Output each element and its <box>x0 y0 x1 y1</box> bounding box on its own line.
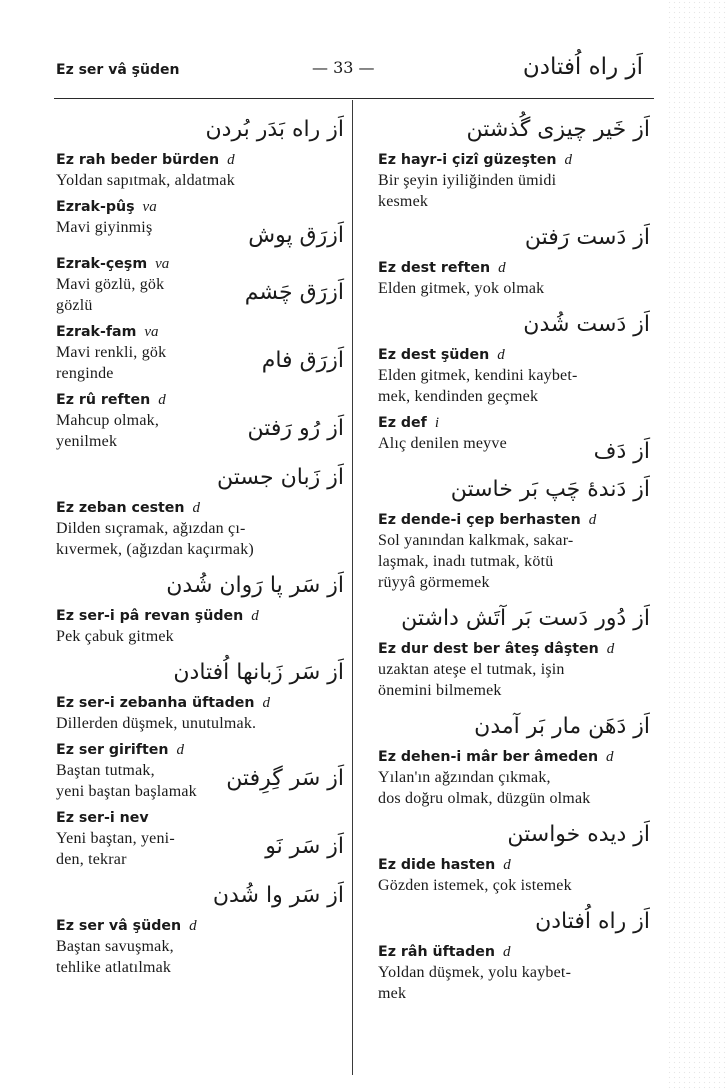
entry-meaning: Yılan'ın ağzından çıkmak, dos doğru olmak, düzgün olmak <box>378 769 591 807</box>
headword-text: Ezrak-pûş <box>56 199 135 215</box>
dictionary-entry <box>56 458 344 560</box>
entry-headword <box>378 510 650 530</box>
dictionary-entry <box>378 902 650 1004</box>
dictionary-entry <box>56 322 344 384</box>
entry-body <box>378 433 650 464</box>
entry-headword <box>56 150 344 170</box>
entry-headword <box>56 197 344 217</box>
part-of-speech: d <box>588 512 597 528</box>
headword-text: Ez dest reften <box>378 260 491 276</box>
part-of-speech: va <box>142 199 157 215</box>
entry-text <box>56 342 224 384</box>
entry-headword <box>378 747 650 767</box>
entry-headword <box>378 150 650 170</box>
entry-text <box>56 274 224 316</box>
entry-arabic: اَز دیده خواستن <box>507 822 650 847</box>
part-of-speech: d <box>158 392 166 408</box>
entry-text <box>378 433 530 454</box>
entry-arabic: اَز زَبان جستن <box>217 465 344 490</box>
entry-meaning: Mavi gözlü, gök gözlü <box>56 276 165 314</box>
entry-meaning: Baştan tutmak, yeni baştan başlamak <box>56 762 197 800</box>
part-of-speech: d <box>498 260 506 276</box>
entry-meaning: Pek çabuk gitmek <box>56 628 174 645</box>
dictionary-entry <box>56 566 344 647</box>
headword-text: Ezrak-fam <box>56 324 137 340</box>
dictionary-entry <box>378 305 650 407</box>
entry-headword <box>56 390 344 410</box>
entry-headword <box>378 258 650 278</box>
paper-texture <box>667 0 727 1092</box>
page-header <box>0 54 727 88</box>
entry-arabic: اَزرَق فام <box>261 348 344 373</box>
dictionary-entry <box>378 218 650 299</box>
part-of-speech: d <box>497 347 505 363</box>
dictionary-entry <box>378 470 650 593</box>
headword-text: Ez dest şüden <box>378 347 490 363</box>
entry-headword <box>378 855 650 875</box>
entry-meaning: Yoldan düşmek, yolu kaybet- mek <box>378 964 572 1002</box>
entry-text <box>56 760 224 802</box>
entry-arabic: اَز دَهَن مار بَر آمدن <box>474 714 650 739</box>
entry-meaning: Bir şeyin iyiliğinden ümidi kesmek <box>378 172 557 210</box>
headword-text: Ez hayr-i çizî güzeşten <box>378 152 557 168</box>
entry-body <box>56 274 344 316</box>
entry-headword <box>56 254 344 274</box>
headword-text: Ez ser-i pâ revan şüden <box>56 608 244 624</box>
dictionary-entry <box>378 599 650 701</box>
entry-headword <box>56 498 344 518</box>
header-left-guideword: Ez ser vâ şüden <box>56 62 180 78</box>
entry-meaning: Yoldan sapıtmak, aldatmak <box>56 172 235 189</box>
entry-headword <box>56 606 344 626</box>
entry-arabic: اَز سَر گِرِفتن <box>226 766 344 791</box>
entry-headword <box>56 693 344 713</box>
part-of-speech: d <box>176 742 184 758</box>
entry-body <box>56 217 344 248</box>
dictionary-entry <box>378 110 650 212</box>
dictionary-entry <box>378 413 650 464</box>
entry-text <box>56 217 224 238</box>
headword-text: Ez rû reften <box>56 392 151 408</box>
dictionary-entry <box>56 876 344 978</box>
entry-meaning: Sol yanından kalkmak, sakar- laşmak, inadı tutmak, kötü rüyyâ görmemek <box>378 532 574 591</box>
dictionary-entry <box>56 197 344 248</box>
header-right-guideword: اَز راه اُفتادن <box>522 54 643 80</box>
headword-text: Ezrak-çeşm <box>56 256 148 272</box>
entry-meaning: Baştan savuşmak, tehlike atlatılmak <box>56 938 174 976</box>
headword-text: Ez dende-i çep berhasten <box>378 512 581 528</box>
headword-text: Ez dide hasten <box>378 857 496 873</box>
entry-arabic: اَز دَف <box>593 439 650 464</box>
entry-meaning: Elden gitmek, kendini kaybet- mek, kendinden geçmek <box>378 367 578 405</box>
page-number: — 33 — <box>312 58 375 77</box>
header-rule <box>54 98 654 99</box>
dictionary-entry <box>378 707 650 809</box>
entry-meaning: Elden gitmek, yok olmak <box>378 280 545 297</box>
dictionary-entry <box>378 815 650 896</box>
entry-meaning: Dilden sıçramak, ağızdan çı- kıvermek, (ağızdan kaçırmak) <box>56 520 254 558</box>
dictionary-entry <box>56 390 344 452</box>
headword-text: Ez zeban cesten <box>56 500 185 516</box>
part-of-speech: d <box>227 152 235 168</box>
dictionary-entry <box>56 254 344 316</box>
entry-arabic: اَز دَست شُدن <box>523 312 650 337</box>
headword-text: Ez râh üftaden <box>378 944 496 960</box>
column-divider <box>352 100 353 1075</box>
entry-text <box>56 828 224 870</box>
part-of-speech: d <box>503 944 511 960</box>
entry-headword <box>56 916 344 936</box>
entry-arabic: اَز سَر نَو <box>265 834 344 859</box>
part-of-speech: va <box>155 256 170 272</box>
dictionary-entry <box>56 740 344 802</box>
part-of-speech: i <box>434 415 440 431</box>
entry-headword <box>56 322 344 342</box>
entry-headword <box>378 942 650 962</box>
entry-arabic: اَز دَست رَفتن <box>524 225 650 250</box>
headword-text: Ez def <box>378 415 427 431</box>
dictionary-entry <box>56 110 344 191</box>
part-of-speech: va <box>144 324 159 340</box>
entry-meaning: Dillerden düşmek, unutulmak. <box>56 715 257 732</box>
entry-meaning: Alıç denilen meyve <box>378 435 507 452</box>
entry-arabic: اَزرَق چَشم <box>244 280 344 305</box>
entry-headword <box>56 808 344 828</box>
entry-body <box>56 760 344 802</box>
entry-arabic: اَز دُور دَست بَر آتَش داشتن <box>401 606 650 631</box>
entry-meaning: Gözden istemek, çok istemek <box>378 877 572 894</box>
entry-text <box>56 410 224 452</box>
entry-meaning: Mavi renkli, gök renginde <box>56 344 167 382</box>
headword-text: Ez ser-i zebanha üftaden <box>56 695 255 711</box>
entry-arabic: اَز سَر وا شُدن <box>212 883 344 908</box>
entry-arabic: اَز سَر زَبانها اُفتادن <box>173 660 344 685</box>
part-of-speech: d <box>606 749 614 765</box>
part-of-speech: d <box>503 857 511 873</box>
part-of-speech: d <box>189 918 197 934</box>
entry-meaning: uzaktan ateşe el tutmak, işin önemini bilmemek <box>378 661 565 699</box>
right-column <box>378 110 650 1010</box>
entry-headword <box>378 413 650 433</box>
part-of-speech: d <box>564 152 572 168</box>
entry-arabic: اَزرَق پوش <box>248 223 344 248</box>
dictionary-entry <box>56 808 344 870</box>
entry-headword <box>56 740 344 760</box>
entry-headword <box>378 639 650 659</box>
headword-text: Ez ser vâ şüden <box>56 918 182 934</box>
part-of-speech: d <box>606 641 615 657</box>
part-of-speech: d <box>251 608 259 624</box>
entry-meaning: Mahcup olmak, yenilmek <box>56 412 160 450</box>
entry-arabic: اَز راه بَدَر بُردن <box>205 117 344 142</box>
left-column <box>56 110 344 984</box>
headword-text: Ez ser giriften <box>56 742 169 758</box>
entry-arabic: اَز سَر پا رَوان شُدن <box>166 573 344 598</box>
entry-meaning: Yeni baştan, yeni- den, tekrar <box>56 830 175 868</box>
entry-arabic: اَز راه اُفتادن <box>535 909 650 934</box>
headword-text: Ez dehen-i mâr ber âmeden <box>378 749 599 765</box>
part-of-speech: d <box>192 500 201 516</box>
entry-arabic: اَز خَیر چیزی گُذشتن <box>466 117 650 142</box>
entry-body <box>56 828 344 870</box>
headword-text: Ez dur dest ber âteş dâşten <box>378 641 599 657</box>
entry-body <box>56 410 344 452</box>
entry-meaning: Mavi giyinmiş <box>56 219 153 236</box>
headword-text: Ez rah beder bürden <box>56 152 220 168</box>
entry-headword <box>378 345 650 365</box>
entry-arabic: اَز رُو رَفتن <box>247 416 344 441</box>
entry-arabic: اَز دَندهٔ چَپ بَر خاستن <box>450 477 650 502</box>
part-of-speech: d <box>262 695 270 711</box>
headword-text: Ez ser-i nev <box>56 810 149 826</box>
entry-body <box>56 342 344 384</box>
dictionary-entry <box>56 653 344 734</box>
